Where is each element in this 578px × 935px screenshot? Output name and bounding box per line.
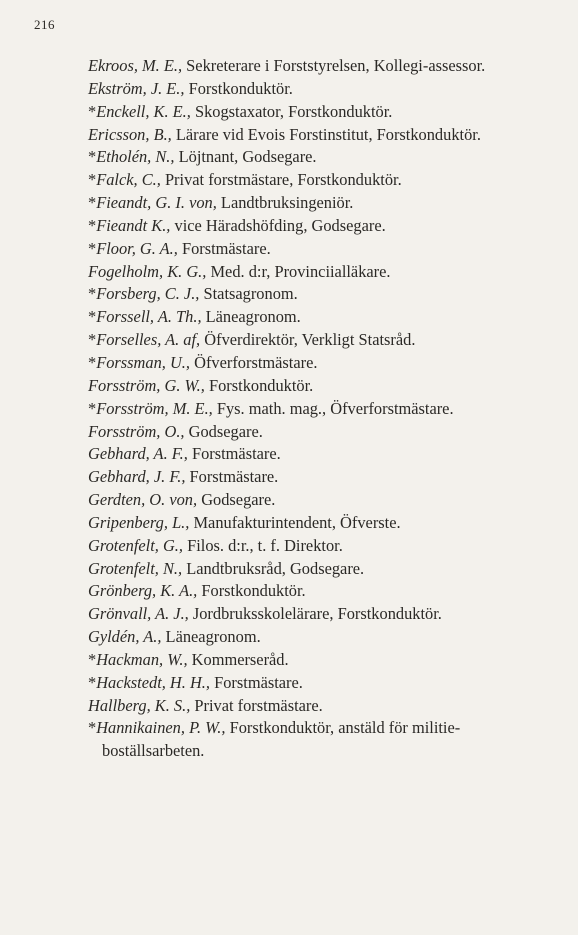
member-name: Forselles, A. af,: [96, 330, 201, 350]
member-title: Forstkonduktör.: [197, 581, 306, 601]
member-title: Forstmästare.: [187, 444, 281, 464]
list-item: [88, 717, 560, 763]
asterisk-mark: *: [88, 193, 97, 213]
member-title: Godsegare.: [184, 421, 263, 441]
list-item: [88, 466, 560, 489]
list-item: [88, 580, 560, 603]
member-name: Gebhard, A. F.,: [88, 444, 188, 464]
member-title: Löjtnant, Godsegare.: [174, 147, 317, 167]
member-title: Forstmästare.: [185, 467, 279, 487]
member-title: Godsegare.: [197, 490, 276, 510]
list-item: [88, 352, 560, 375]
asterisk-mark: *: [88, 215, 97, 235]
member-name: Grotenfelt, G.,: [88, 535, 183, 555]
list-item: [88, 649, 560, 672]
asterisk-mark: *: [88, 170, 97, 190]
list-item: [88, 443, 560, 466]
list-item: [88, 695, 560, 718]
member-title: Filos. d:r., t. f. Direktor.: [183, 535, 343, 555]
member-title: Öfverforstmästare.: [190, 352, 318, 372]
member-title: vice Häradshöfding, Godsegare.: [170, 215, 386, 235]
member-name: Hannikainen, P. W.,: [96, 718, 226, 738]
member-name: Falck, C.,: [96, 170, 161, 190]
member-name: Etholén, N.,: [96, 147, 175, 167]
member-title: Lärare vid Evois Forstinstitut, Forstkonduktör.: [171, 124, 481, 144]
member-title: Läneagronom.: [161, 627, 261, 647]
member-title: Manufakturintendent, Öfverste.: [189, 512, 401, 532]
member-name: Fogelholm, K. G.,: [88, 261, 207, 281]
list-item: [88, 169, 560, 192]
list-item: [88, 261, 560, 284]
member-name: Forsström, G. W.,: [88, 375, 205, 395]
member-name: Gyldén, A.,: [88, 627, 162, 647]
list-item: [88, 512, 560, 535]
page-number: 216: [34, 17, 55, 32]
member-title: Kommerseråd.: [187, 649, 289, 669]
member-title: Med. d:r, Provinciialläkare.: [206, 261, 391, 281]
member-title: Forstmästare.: [177, 238, 271, 258]
member-name: Forsberg, C. J.,: [96, 284, 200, 304]
asterisk-mark: *: [88, 718, 97, 738]
asterisk-mark: *: [88, 147, 97, 167]
list-item: [88, 306, 560, 329]
member-name: Gebhard, J. F.,: [88, 467, 186, 487]
member-title: Privat forstmästare, Forstkonduktör.: [160, 170, 402, 190]
asterisk-mark: *: [88, 284, 97, 304]
member-list: [88, 55, 560, 763]
member-name: Ericsson, B.,: [88, 124, 172, 144]
list-item: [88, 603, 560, 626]
list-item: [88, 535, 560, 558]
member-name: Forssman, U.,: [96, 352, 191, 372]
asterisk-mark: *: [88, 101, 97, 121]
member-name: Fieandt, G. I. von,: [96, 193, 217, 213]
list-item: [88, 101, 560, 124]
member-name: Gripenberg, L.,: [88, 512, 190, 532]
list-item: [88, 55, 560, 78]
member-name: Grotenfelt, N.,: [88, 558, 183, 578]
asterisk-mark: *: [88, 672, 97, 692]
list-item: [88, 489, 560, 512]
member-title: Forstmästare.: [210, 672, 303, 692]
member-title: Fys. math. mag., Öfverforstmästare.: [212, 398, 454, 418]
member-title: Privat forstmästare.: [190, 695, 323, 715]
list-item: [88, 238, 560, 261]
member-title: Sekreterare i Forststyrelsen, Kollegi-assessor.: [182, 56, 486, 75]
list-item: [88, 421, 560, 444]
member-name: Floor, G. A.,: [96, 238, 178, 258]
list-item: [88, 558, 560, 581]
list-item: [88, 146, 560, 169]
member-title: Öfverdirektör, Verkligt Statsråd.: [200, 330, 416, 350]
list-item: [88, 375, 560, 398]
member-name: Forsström, M. E.,: [96, 398, 213, 418]
list-item: [88, 215, 560, 238]
asterisk-mark: *: [88, 649, 97, 669]
member-title: Forstkonduktör.: [204, 375, 314, 395]
member-name: Grönberg, K. A.,: [88, 581, 198, 601]
member-name: Enckell, K. E.,: [96, 101, 191, 121]
member-name: Forssell, A. Th.,: [96, 307, 202, 327]
list-item: [88, 283, 560, 306]
list-item: [88, 192, 560, 215]
asterisk-mark: *: [88, 398, 97, 418]
member-name: Fieandt K.,: [96, 215, 171, 235]
member-name: Gerdten, O. von,: [88, 490, 198, 510]
member-title: Läneagronom.: [201, 307, 301, 327]
member-title: Landtbruksingeniör.: [216, 193, 354, 213]
member-name: Ekroos, M. E.,: [88, 56, 183, 75]
list-item: [88, 626, 560, 649]
member-name: Hackstedt, H. H.,: [96, 672, 211, 692]
asterisk-mark: *: [88, 352, 97, 372]
member-title: Jordbruksskolelärare, Forstkonduktör.: [188, 604, 442, 624]
list-item: [88, 672, 560, 695]
member-name: Ekström, J. E.,: [88, 78, 185, 98]
member-title: Landtbruksråd, Godsegare.: [182, 558, 365, 578]
member-title: Forstkonduktör, anstäld för militie-boställsarbeten.: [102, 718, 461, 761]
member-name: Hallberg, K. S.,: [88, 695, 191, 715]
list-item: [88, 78, 560, 101]
asterisk-mark: *: [88, 238, 97, 258]
member-name: Hackman, W.,: [96, 649, 188, 669]
member-name: Grönvall, A. J.,: [88, 604, 189, 624]
member-title: Skogstaxator, Forstkonduktör.: [190, 101, 393, 121]
asterisk-mark: *: [88, 330, 97, 350]
asterisk-mark: *: [88, 307, 97, 327]
list-item: [88, 124, 560, 147]
list-item: [88, 398, 560, 421]
member-title: Statsagronom.: [199, 284, 298, 304]
member-name: Forsström, O.,: [88, 421, 185, 441]
list-item: [88, 329, 560, 352]
member-title: Forstkonduktör.: [184, 78, 293, 98]
